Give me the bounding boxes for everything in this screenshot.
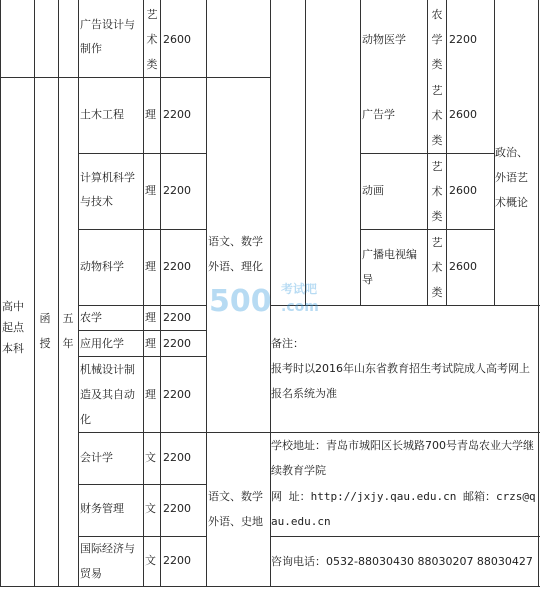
major-category: 艺术类	[146, 8, 158, 71]
major-fee: 2200	[163, 554, 191, 567]
major-category: 文	[145, 554, 156, 567]
major-fee: 2600	[449, 108, 477, 121]
contact-phone: 咨询电话：0532-88030430 88030207 88030427	[271, 555, 533, 568]
major-name: 动物科学	[80, 260, 124, 273]
contact-web-email: 网 址：http://jxjy.qau.edu.cn 邮箱：crzs@qau.edu.cn	[271, 490, 536, 528]
major-category: 理	[145, 108, 156, 121]
major-name: 应用化学	[80, 337, 124, 350]
major-fee: 2600	[449, 184, 477, 197]
major-fee: 2200	[163, 502, 191, 515]
major-name: 机械设计制造及其自动化	[80, 363, 135, 426]
watermark-number: 500	[209, 284, 272, 319]
major-category: 文	[145, 451, 156, 464]
level-cell: 高中起点本科	[2, 300, 24, 355]
major-name: 动物医学	[362, 33, 406, 46]
study-mode-cell: 函授	[39, 312, 51, 350]
major-name: 农学	[80, 311, 102, 324]
major-category: 文	[145, 502, 156, 515]
notes-body: 报考时以2016年山东省教育招生考试院成人高考网上报名系统为准	[271, 362, 530, 400]
major-fee: 2200	[163, 108, 191, 121]
watermark-text: 考试吧	[281, 282, 318, 296]
major-fee: 2200	[163, 260, 191, 273]
major-fee: 2200	[163, 337, 191, 350]
major-category: 理	[145, 311, 156, 324]
major-fee: 2200	[163, 184, 191, 197]
exam-subjects-sci: 语文、数学外语、理化	[208, 235, 263, 273]
right-exam-subjects: 政治、外语艺术概论	[495, 146, 528, 209]
major-category: 艺术类	[431, 84, 443, 147]
major-fee: 2600	[449, 260, 477, 273]
contact-address: 学校地址：青岛市城阳区长城路700号青岛农业大学继续教育学院	[271, 439, 534, 477]
major-name: 会计学	[80, 451, 113, 464]
notes-title: 备注：	[271, 337, 304, 350]
major-category: 理	[145, 388, 156, 401]
major-category: 理	[145, 184, 156, 197]
major-category: 理	[145, 337, 156, 350]
major-name: 计算机科学与技术	[80, 171, 135, 208]
major-fee: 2200	[163, 311, 191, 324]
major-category: 艺术类	[431, 160, 443, 223]
major-name: 国际经济与贸易	[80, 542, 135, 580]
watermark-sub: .com	[281, 299, 319, 315]
major-fee: 2200	[163, 388, 191, 401]
major-fee: 2200	[449, 33, 477, 46]
major-name: 财务管理	[80, 502, 124, 515]
major-name: 动画	[362, 184, 384, 197]
major-category: 理	[145, 260, 156, 273]
major-name: 广告设计与制作	[80, 18, 135, 55]
exam-subjects-arts: 语文、数学外语、史地	[208, 490, 263, 528]
major-name: 广播电视编导	[362, 248, 417, 286]
major-category: 艺术类	[431, 236, 443, 299]
major-fee: 2600	[163, 33, 191, 46]
major-fee: 2200	[163, 451, 191, 464]
major-name: 广告学	[362, 108, 395, 121]
major-name: 土木工程	[80, 108, 124, 121]
watermark-logo-icon	[207, 273, 333, 323]
major-category: 农学类	[431, 8, 443, 71]
duration-cell: 五年	[62, 312, 74, 350]
site-watermark-logo	[207, 273, 333, 323]
